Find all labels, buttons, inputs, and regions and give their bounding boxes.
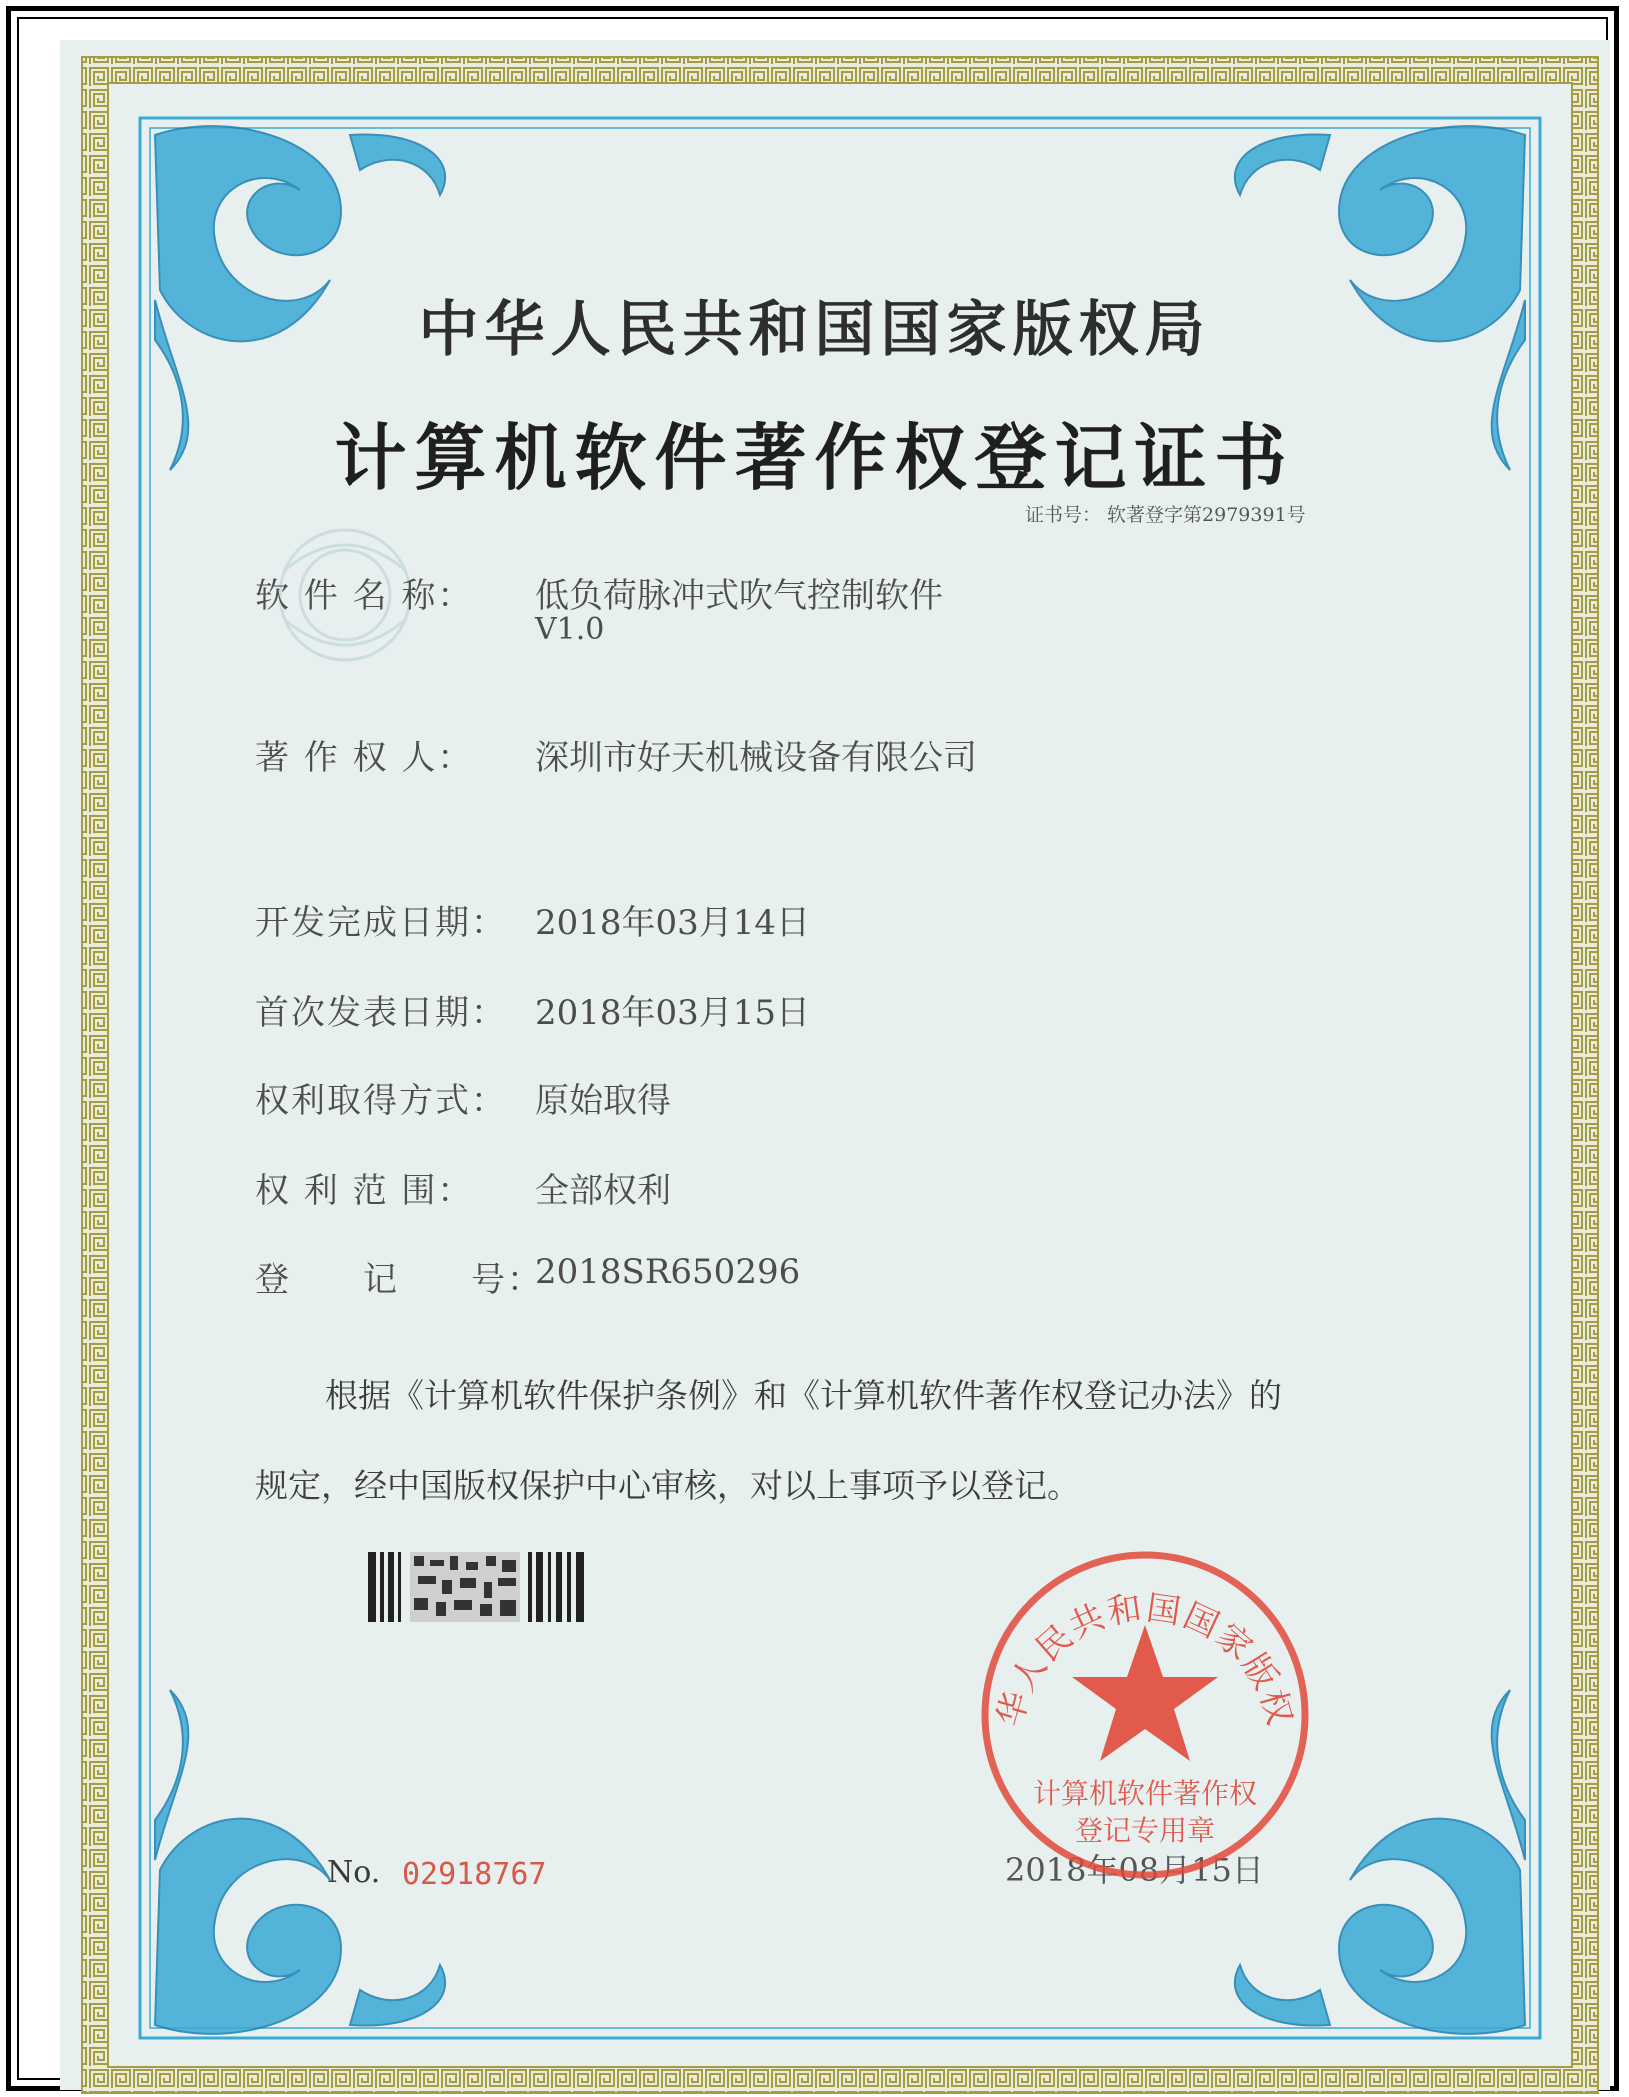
serial-number: 02918767 [402,1857,547,1892]
field-label-registration-number: 登 记 号： [255,1260,543,1300]
barcode [368,1552,584,1622]
field-label-rights-scope: 权 利 范 围： [255,1171,474,1211]
software-version: V1.0 [535,612,605,647]
field-label-acquisition-method: 权利取得方式： [255,1081,507,1121]
field-label-completion-date: 开发完成日期： [255,903,507,943]
field-value-copyright-owner: 深圳市好天机械设备有限公司 [535,738,977,778]
statement-line-1: 根据《计算机软件保护条例》和《计算机软件著作权登记办法》的 [325,1376,1282,1415]
official-seal [975,1545,1315,1885]
seal-outer-text: 华人民共和国国家版权 [989,1588,1301,1731]
issue-date: 2018年08月15日 [1005,1851,1264,1889]
field-value-software-name: 低负荷脉冲式吹气控制软件 [535,576,943,616]
field-label-software-name: 软 件 名 称： [255,576,474,616]
field-value-publication-date: 2018年03月15日 [535,993,811,1033]
field-label-publication-date: 首次发表日期： [255,993,507,1033]
field-value-completion-date: 2018年03月14日 [535,903,811,943]
serial-label: No. [327,1855,381,1890]
star-icon [1072,1625,1218,1761]
certificate-number: 证书号： 软著登字第2979391号 [1025,504,1306,526]
certificate-title: 计算机软件著作权登记证书 [334,415,1295,500]
field-value-rights-scope: 全部权利 [535,1171,671,1211]
field-value-acquisition-method: 原始取得 [535,1081,671,1121]
seal-inner-line-2: 登记专用章 [1074,1814,1216,1847]
seal-inner-line-1: 计算机软件著作权 [1032,1777,1258,1810]
statement-line-2: 规定，经中国版权保护中心审核，对以上事项予以登记。 [255,1466,1080,1505]
field-label-copyright-owner: 著 作 权 人： [255,738,474,778]
field-value-registration-number: 2018SR650296 [535,1252,801,1292]
issuing-authority: 中华人民共和国国家版权局 [418,295,1211,365]
